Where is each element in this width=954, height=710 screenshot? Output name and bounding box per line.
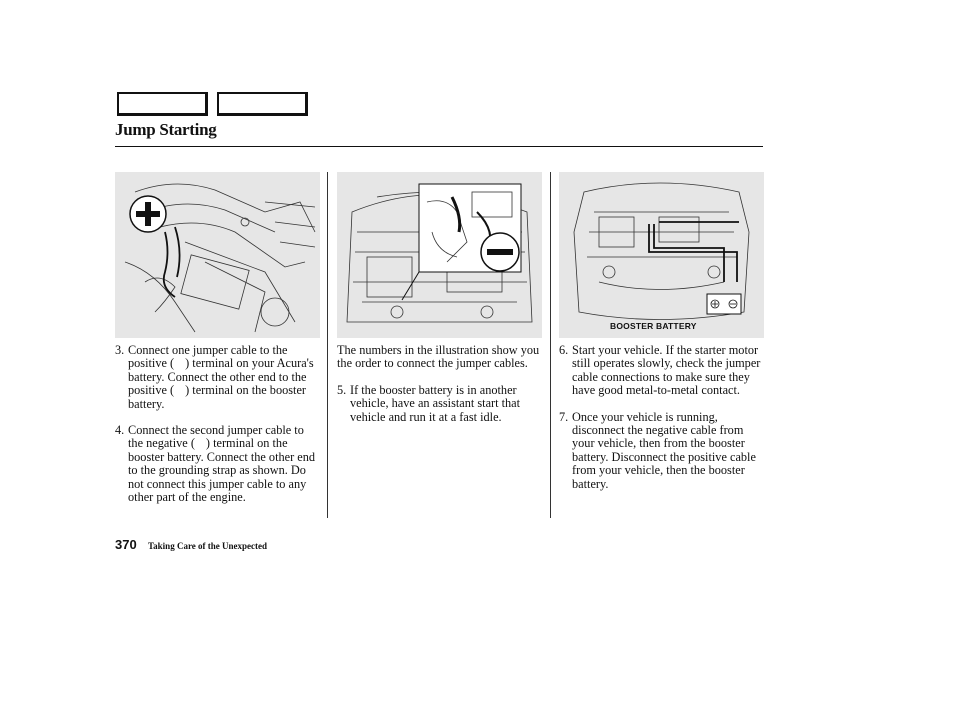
section-title: Taking Care of the Unexpected: [148, 541, 267, 551]
step-text: [128, 424, 319, 504]
step-text-c: ) terminal on the booster battery.: [128, 383, 306, 411]
step-text-b: ) terminal on your Acura's battery. Connect the other end to the positive (: [128, 356, 314, 398]
step-text: Start your vehicle. If the starter motor still operates slowly, check the jumper cable connections to make sure they have good metal-to-metal contact.: [572, 343, 761, 398]
step-3: [115, 344, 319, 411]
title-rule: [115, 146, 763, 147]
step-number: 5.: [337, 382, 347, 397]
illustration-negative-grounding: [337, 172, 542, 338]
intro-paragraph: The numbers in the illustration show you the order to connect the jumper cables.: [337, 343, 540, 371]
step-text-a: Connect one jumper cable to the positive (: [128, 343, 288, 371]
step-text: If the booster battery is in another vehicle, have an assistant start that vehicle and run it at a fast idle.: [350, 382, 521, 424]
plus-icon: [130, 196, 166, 232]
step-text: [128, 344, 319, 411]
minus-icon: [481, 233, 519, 271]
step-text: Once your vehicle is running, disconnect the negative cable from your vehicle, then from the booster battery. Disconnect the positive cable from your vehicle, then the booster battery.: [572, 409, 756, 491]
illustration-booster-battery: [559, 172, 764, 338]
nav-box-right[interactable]: [217, 92, 308, 116]
illustration-positive-terminal: [115, 172, 320, 338]
text-column-2: [337, 344, 543, 437]
step-number: 6.: [559, 343, 569, 357]
step-text-a: Connect the second jumper cable to the negative (: [128, 423, 304, 451]
column-divider-2: [550, 172, 551, 518]
booster-battery-icon: [707, 294, 741, 314]
step-number: 3.: [115, 343, 125, 357]
step-number: 7.: [559, 409, 569, 424]
page-title: Jump Starting: [115, 120, 217, 139]
step-number: 4.: [115, 423, 125, 438]
step-text-b: ) terminal on the booster battery. Connect the other end to the grounding strap as shown. Do not connect this jumper cable to any other part of the engine.: [128, 436, 316, 505]
text-column-3: [559, 344, 765, 504]
step-5: [337, 384, 543, 424]
step-4: [115, 424, 319, 504]
column-divider-1: [327, 172, 328, 518]
booster-battery-caption: BOOSTER BATTERY: [610, 321, 697, 331]
nav-box-left[interactable]: [117, 92, 208, 116]
step-7: [559, 411, 765, 491]
text-column-1: [115, 344, 319, 517]
step-6: [559, 344, 765, 398]
page-number: 370: [115, 537, 137, 552]
